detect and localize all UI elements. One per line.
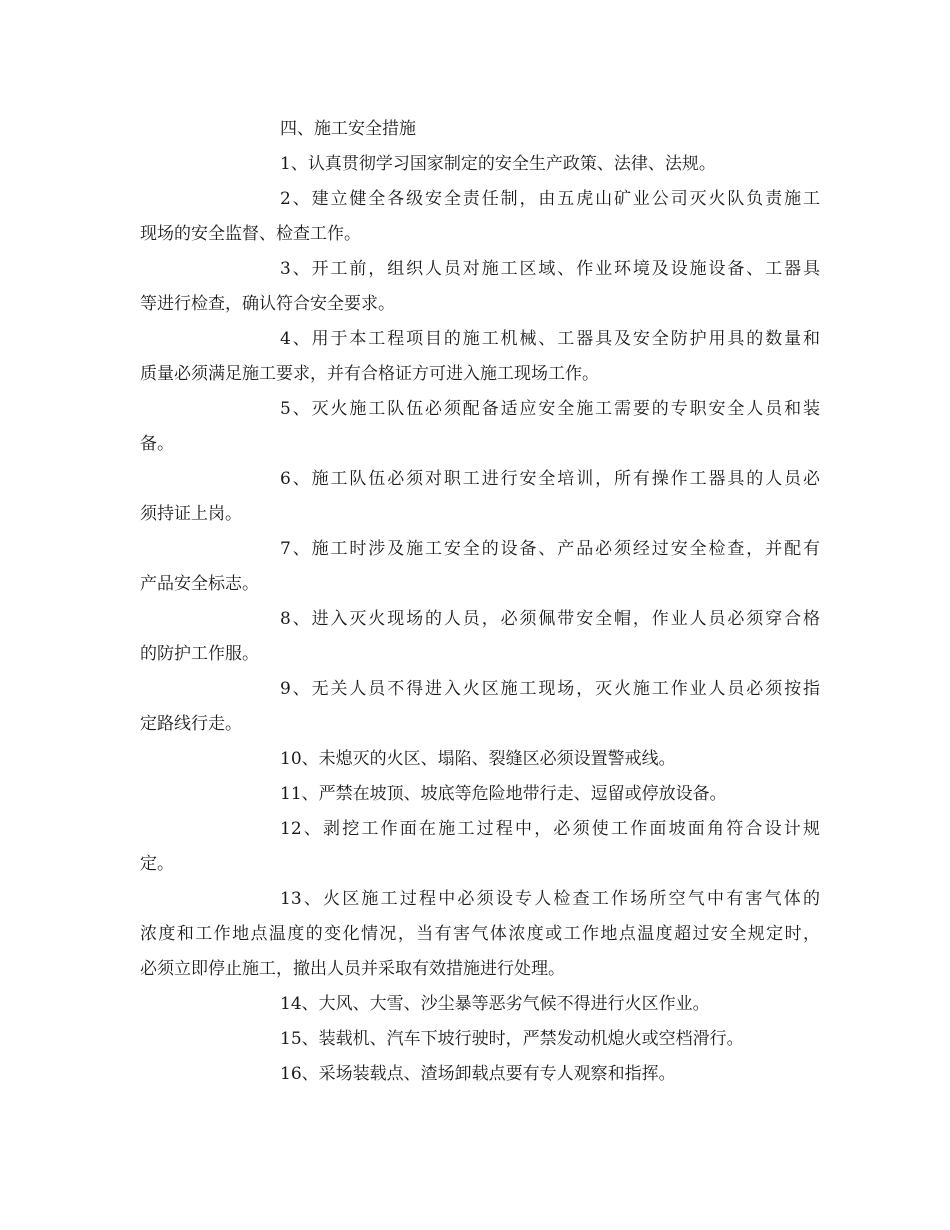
text-line: 6、施工队伍必须对职工进行安全培训，所有操作工器具的人员必 [280,469,820,489]
text-line: 12、剥挖工作面在施工过程中，必须使工作面坡面角符合设计规 [280,819,820,839]
text-line: 2、建立健全各级安全责任制，由五虎山矿业公司灭火队负责施工 [280,189,820,209]
text-line: 14、大风、大雪、沙尘暴等恶劣气候不得进行火区作业。 [280,994,710,1014]
text-line: 8、进入灭火现场的人员，必须佩带安全帽，作业人员必须穿合格 [280,609,820,629]
text-line: 16、采场装载点、渣场卸载点要有专人观察和指挥。 [280,1064,676,1084]
text-line: 13、火区施工过程中必须设专人检查工作场所空气中有害气体的 [280,889,820,909]
text-line: 必须立即停止施工，撤出人员并采取有效措施进行处理。 [140,959,565,979]
text-line: 1、认真贯彻学习国家制定的安全生产政策、法律、法规。 [280,154,716,174]
text-line: 10、未熄灭的火区、塌陷、裂缝区必须设置警戒线。 [280,749,676,769]
text-line: 11、严禁在坡顶、坡底等危险地带行走、逗留或停放设备。 [280,784,727,804]
text-line: 定路线行走。 [140,714,242,734]
section-heading: 四、施工安全措施 [280,119,416,139]
text-line: 备。 [140,434,174,454]
text-line: 浓度和工作地点温度的变化情况，当有害气体浓度或工作地点温度超过安全规定时， [140,924,820,944]
text-line: 9、无关人员不得进入火区施工现场，灭火施工作业人员必须按指 [280,679,820,699]
text-line: 现场的安全监督、检查工作。 [140,224,361,244]
text-line: 产品安全标志。 [140,574,259,594]
text-line: 须持证上岗。 [140,504,242,524]
document-body [140,112,820,1092]
text-line: 的防护工作服。 [140,644,259,664]
text-line: 等进行检查，确认符合安全要求。 [140,294,395,314]
text-line: 7、施工时涉及施工安全的设备、产品必须经过安全检查，并配有 [280,539,820,559]
text-line: 4、用于本工程项目的施工机械、工器具及安全防护用具的数量和 [280,329,820,349]
text-line: 3、开工前，组织人员对施工区域、作业环境及设施设备、工器具 [280,259,820,279]
text-line: 定。 [140,854,174,874]
text-line: 5、灭火施工队伍必须配备适应安全施工需要的专职安全人员和装 [280,399,820,419]
text-line: 15、装载机、汽车下坡行驶时，严禁发动机熄火或空档滑行。 [280,1029,744,1049]
paragraph-lines [140,147,820,1092]
text-line: 质量必须满足施工要求，并有合格证方可进入施工现场工作。 [140,364,599,384]
